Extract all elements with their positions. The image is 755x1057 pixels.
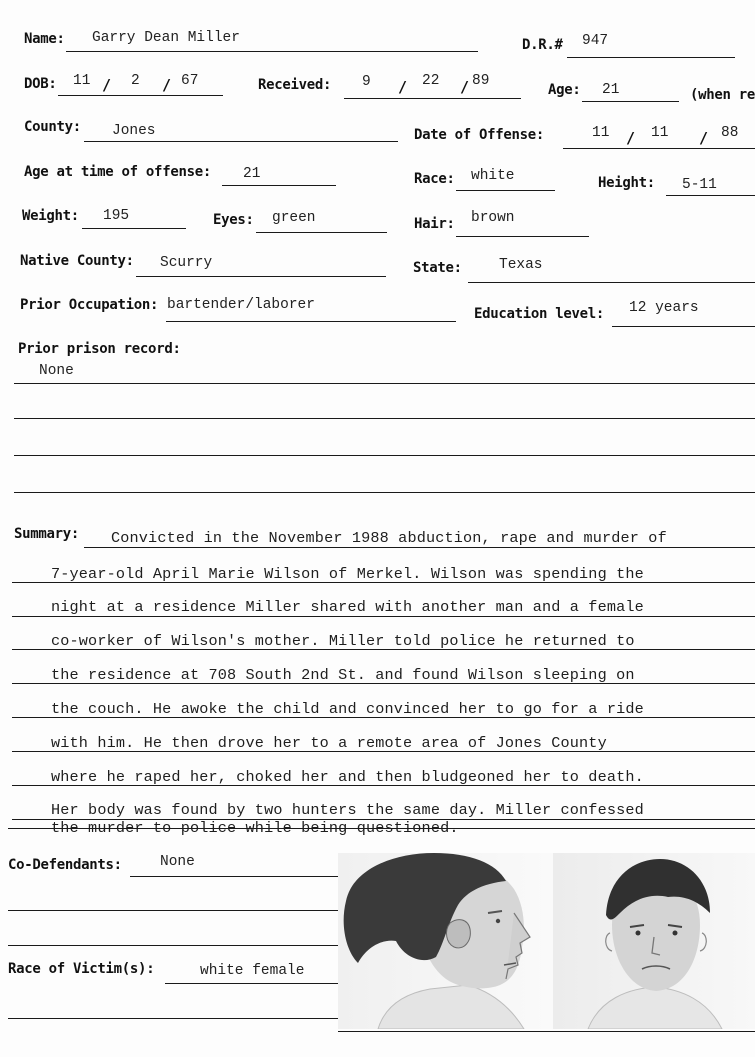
age-offense-label: Age at time of offense: [24, 164, 211, 180]
dob-slash-2: / [162, 76, 172, 94]
summary-line-10: the murder to police while being questioned. [51, 819, 459, 837]
age-offense-value: 21 [243, 166, 261, 182]
weight-label: Weight: [22, 208, 79, 224]
offense-date-label: Date of Offense: [414, 127, 545, 143]
education-underline [612, 326, 755, 327]
race-label: Race: [414, 171, 455, 187]
dob-year: 67 [181, 73, 199, 89]
race-value: white [471, 168, 515, 184]
age-underline [582, 101, 679, 102]
dob-day: 2 [131, 73, 140, 89]
name-label: Name: [24, 31, 65, 47]
occupation-value: bartender/laborer [167, 297, 315, 313]
summary-line-6: the couch. He awoke the child and convinced her to go for a ride [51, 700, 644, 718]
summary-line-2: 7-year-old April Marie Wilson of Merkel. Wilson was spending the [51, 565, 644, 583]
county-value: Jones [112, 123, 156, 139]
summary-line-3: night at a residence Miller shared with another man and a female [51, 598, 644, 616]
codefendants-line-3 [8, 945, 338, 946]
dob-underline [58, 95, 223, 96]
received-slash-1: / [398, 78, 408, 96]
weight-underline [82, 228, 186, 229]
summary-line-7: with him. He then drove her to a remote area of Jones County [51, 734, 607, 752]
dob-slash-1: / [102, 76, 112, 94]
offense-day: 11 [651, 125, 669, 141]
eyes-value: green [272, 210, 316, 226]
summary-line-5: the residence at 708 South 2nd St. and found Wilson sleeping on [51, 666, 635, 684]
dr-value: 947 [582, 33, 609, 49]
codefendants-value: None [160, 854, 195, 870]
prior-record-value: None [39, 363, 74, 379]
name-underline [66, 51, 478, 52]
summary-line-1: Convicted in the November 1988 abduction, rape and murder of [111, 529, 667, 547]
height-underline [666, 195, 755, 196]
victim-race-value: white female [200, 963, 305, 979]
age-value: 21 [602, 82, 620, 98]
offense-date-underline [563, 148, 755, 149]
offense-month: 11 [592, 125, 610, 141]
codefendants-line-2 [8, 910, 338, 911]
summary-rule-1 [84, 547, 755, 548]
age-note: (when re [690, 87, 755, 103]
age-offense-underline [222, 185, 336, 186]
dob-month: 11 [73, 73, 91, 89]
dob-label: DOB: [24, 76, 57, 92]
received-month: 9 [362, 74, 371, 90]
race-underline [456, 190, 555, 191]
occupation-label: Prior Occupation: [20, 297, 159, 313]
native-county-underline [136, 276, 386, 277]
prior-record-line-3 [14, 455, 755, 456]
prior-record-label: Prior prison record: [18, 341, 181, 357]
bottom-rule [338, 1031, 755, 1032]
height-value: 5-11 [682, 177, 717, 193]
name-value: Garry Dean Miller [92, 30, 240, 46]
weight-value: 195 [103, 208, 130, 224]
dr-label: D.R.# [522, 37, 563, 53]
codefendants-underline [130, 876, 338, 877]
received-label: Received: [258, 77, 332, 93]
prior-record-line-4 [14, 492, 755, 493]
offense-slash-2: / [699, 129, 709, 147]
state-label: State: [413, 260, 462, 276]
county-label: County: [24, 119, 81, 135]
offense-slash-1: / [626, 129, 636, 147]
hair-label: Hair: [414, 216, 455, 232]
summary-line-4: co-worker of Wilson's mother. Miller told police he returned to [51, 632, 635, 650]
mugshot-photo [338, 853, 755, 1029]
hair-value: brown [471, 210, 515, 226]
summary-line-8: where he raped her, choked her and then bludgeoned her to death. [51, 768, 644, 786]
state-underline [468, 282, 755, 283]
prior-record-line-1 [14, 383, 755, 384]
dr-underline [567, 57, 735, 58]
mugshot-image [338, 853, 755, 1029]
prior-record-line-2 [14, 418, 755, 419]
eyes-label: Eyes: [213, 212, 254, 228]
victim-race-label: Race of Victim(s): [8, 961, 155, 977]
state-value: Texas [499, 257, 543, 273]
victim-race-underline [165, 983, 338, 984]
native-county-value: Scurry [160, 255, 213, 271]
received-slash-2: / [460, 78, 470, 96]
occupation-underline [166, 321, 456, 322]
offense-year: 88 [721, 125, 739, 141]
education-label: Education level: [474, 306, 605, 322]
summary-label: Summary: [14, 526, 80, 542]
summary-rule-3 [12, 616, 755, 617]
hair-underline [456, 236, 589, 237]
received-day: 22 [422, 73, 440, 89]
codefendants-label: Co-Defendants: [8, 857, 122, 873]
age-label: Age: [548, 82, 581, 98]
victim-race-line-2 [8, 1018, 338, 1019]
education-value: 12 years [629, 300, 699, 316]
height-label: Height: [598, 175, 655, 191]
county-underline [84, 141, 398, 142]
received-underline [344, 98, 521, 99]
eyes-underline [256, 232, 387, 233]
native-county-label: Native County: [20, 253, 134, 269]
received-year: 89 [472, 73, 490, 89]
summary-line-9: Her body was found by two hunters the same day. Miller confessed [51, 801, 644, 819]
